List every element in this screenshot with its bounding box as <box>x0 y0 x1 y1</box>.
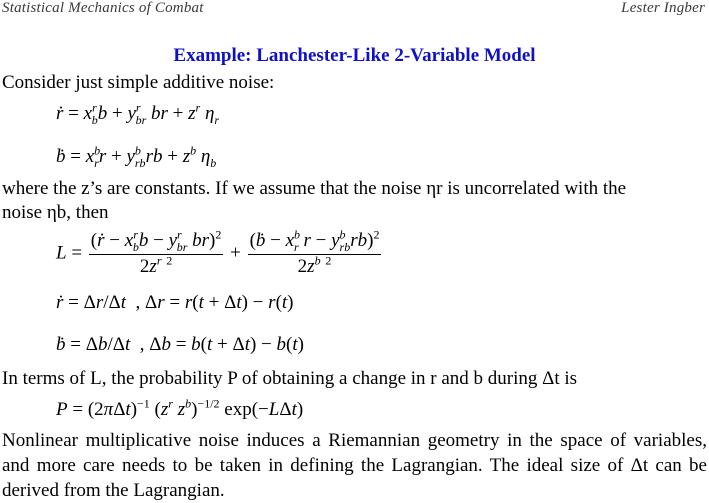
equation-lagrangian: L = $\frac{(ṙ - x^r_bb - y^r_{br} br)^2}{2z^r ^2}$ + $\frac{(ḃ - x^b_r r - y^b_{rb}rb)^2}{2z^b ^2}$ <box>56 227 380 277</box>
equation-probability: $P = (2\pi\Delta t)^{-1}$ ($z^r$ $z^b)^{-1/2}$ exp(−LΔt) <box>56 396 304 420</box>
equation-r-difference: ṙ = Δr/Δt , Δr = r(t + Δt) − r(t) <box>56 292 294 313</box>
noise-text-line2: noise ηb, then <box>2 202 109 223</box>
noise-text-line1: where the z’s are constants. If we assume that the noise ηr is uncorrelated with the <box>2 178 627 199</box>
equation-b-difference: ḃ = Δb/Δt , Δb = b(t + Δt) − b(t) <box>56 334 304 355</box>
probability-text: In terms of L, the probability P of obtaining a change in r and b during Δt is <box>2 368 578 389</box>
closing-paragraph: Nonlinear multiplicative noise induces a Riemannian geometry in the space of variables, and more care needs to be taken in defining the Lagrangian. The ideal size of Δt can be derived from the Lagrangian. <box>2 430 707 501</box>
intro-text: Consider just simple additive noise: <box>2 72 275 93</box>
running-header-author: Lester Ingber <box>621 0 705 16</box>
running-header-title: Statistical Mechanics of Combat <box>2 0 204 16</box>
equation-bdot: ḃ = $x^b_rr + y^b_{rb}rb + z^b$ $\eta_b$ <box>56 143 217 170</box>
equation-rdot: ṙ = $x^r_bb + y^r_{br}$ br + $z^r$ $\eta_r$ <box>56 100 220 127</box>
slide-title: Example: Lanchester-Like 2-Variable Model <box>173 45 536 66</box>
